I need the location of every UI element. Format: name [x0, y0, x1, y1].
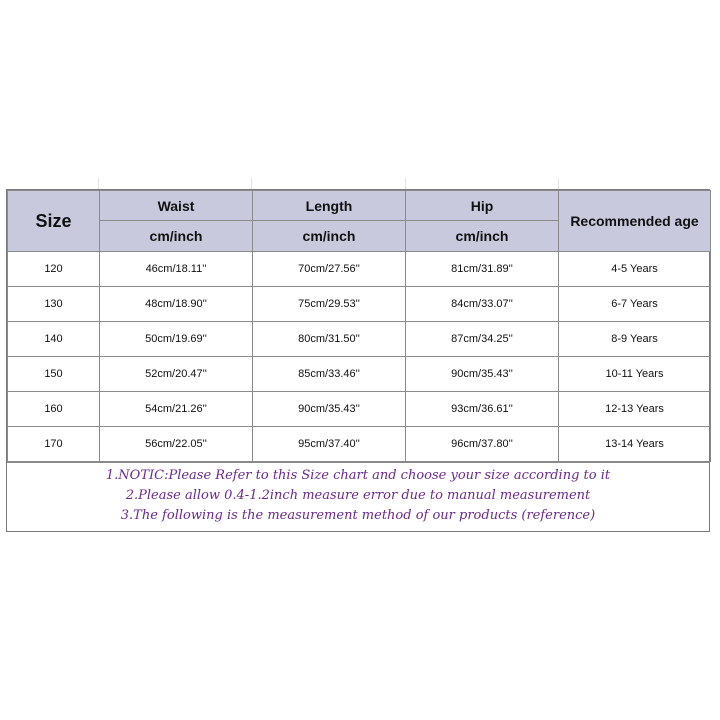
age-cell: 4-5 Years	[559, 252, 711, 287]
hip-cell: 87cm/34.25''	[406, 322, 559, 357]
length-cell: 90cm/35.43''	[253, 392, 406, 427]
note-measure-error: 2.Please allow 0.4-1.2inch measure error due to manual measurement	[125, 488, 591, 503]
hip-cell: 96cm/37.80''	[406, 427, 559, 462]
length-cell: 70cm/27.56''	[253, 252, 406, 287]
hip-cell: 90cm/35.43''	[406, 357, 559, 392]
hip-cell: 84cm/33.07''	[406, 287, 559, 322]
length-header: Length	[253, 191, 406, 221]
size-cell: 160	[8, 392, 100, 427]
age-cell: 12-13 Years	[559, 392, 711, 427]
table-row	[8, 427, 711, 462]
hip-header: Hip	[406, 191, 559, 221]
age-cell: 6-7 Years	[559, 287, 711, 322]
age-cell: 8-9 Years	[559, 322, 711, 357]
age-cell: 13-14 Years	[559, 427, 711, 462]
waist-header: Waist	[100, 191, 253, 221]
waist-unit-header: cm/inch	[100, 221, 253, 252]
size-cell: 170	[8, 427, 100, 462]
note-measurement-method: 3.The following is the measurement method of our products (reference)	[120, 508, 596, 523]
size-cell: 120	[8, 252, 100, 287]
length-cell: 95cm/37.40''	[253, 427, 406, 462]
table-row	[8, 287, 711, 322]
size-cell: 130	[8, 287, 100, 322]
waist-cell: 46cm/18.11''	[100, 252, 253, 287]
length-cell: 75cm/29.53''	[253, 287, 406, 322]
waist-cell: 52cm/20.47''	[100, 357, 253, 392]
note-refer-size-chart: 1.NOTIC:Please Refer to this Size chart and choose your size according to it	[105, 468, 611, 483]
table-row	[8, 252, 711, 287]
age-cell: 10-11 Years	[559, 357, 711, 392]
hip-cell: 81cm/31.89''	[406, 252, 559, 287]
table-row	[8, 322, 711, 357]
length-unit-header: cm/inch	[253, 221, 406, 252]
table-row	[8, 357, 711, 392]
waist-cell: 54cm/21.26''	[100, 392, 253, 427]
waist-cell: 56cm/22.05''	[100, 427, 253, 462]
hip-unit-header: cm/inch	[406, 221, 559, 252]
size-cell: 140	[8, 322, 100, 357]
length-cell: 80cm/31.50''	[253, 322, 406, 357]
table-row	[8, 392, 711, 427]
recommended-age-header: Recommended age	[559, 191, 711, 252]
waist-cell: 48cm/18.90''	[100, 287, 253, 322]
hip-cell: 93cm/36.61''	[406, 392, 559, 427]
size-cell: 150	[8, 357, 100, 392]
size-chart	[6, 189, 710, 532]
size-header: Size	[8, 191, 100, 252]
size-notes	[7, 462, 709, 526]
waist-cell: 50cm/19.69''	[100, 322, 253, 357]
length-cell: 85cm/33.46''	[253, 357, 406, 392]
size-table	[7, 190, 711, 462]
